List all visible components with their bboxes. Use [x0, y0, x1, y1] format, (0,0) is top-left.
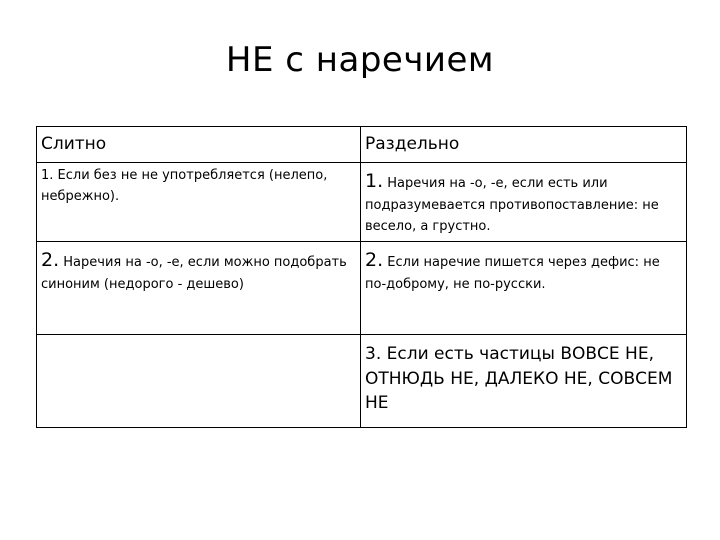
rule-cell-together-1	[37, 163, 361, 242]
rule-body: Наречия на -о, -е, если можно подобрать синоним (недорого - дешево)	[41, 254, 347, 293]
rule-body: Наречия на -о, -е, если есть или подразумевается противопоставление: не весело, а грустно.	[365, 176, 659, 235]
rule-cell-separate-3	[361, 334, 687, 427]
table-row	[37, 241, 687, 334]
rule-text	[365, 245, 682, 296]
table-header-row	[37, 127, 687, 163]
rule-text	[41, 166, 356, 208]
rules-table	[36, 126, 687, 428]
table-row	[37, 163, 687, 242]
rule-cell-together-3-empty	[37, 334, 361, 427]
rule-cell-together-2	[37, 241, 361, 334]
rule-body: Если без не не употребляется (нелепо, небрежно).	[41, 168, 328, 204]
header-cell-together: Слитно	[37, 127, 361, 163]
rule-number: 2.	[41, 248, 60, 271]
rule-number: 1.	[365, 170, 384, 192]
rule-text	[365, 166, 682, 238]
rule-cell-separate-1	[361, 163, 687, 242]
rule-text	[41, 245, 356, 296]
rule-number: 1.	[41, 168, 54, 183]
rule-cell-separate-2	[361, 241, 687, 334]
rule-number: 2.	[365, 248, 384, 271]
rule-body: Если наречие пишется через дефис: не по-доброму, не по-русски.	[365, 254, 660, 293]
table-row	[37, 334, 687, 427]
rule-text: 3. Если есть частицы ВОВСЕ НЕ, ОТНЮДЬ НЕ, ДАЛЕКО НЕ, СОВСЕМ НЕ	[365, 343, 673, 414]
slide-title: НЕ с наречием	[225, 40, 495, 80]
header-cell-separate: Раздельно	[361, 127, 687, 163]
